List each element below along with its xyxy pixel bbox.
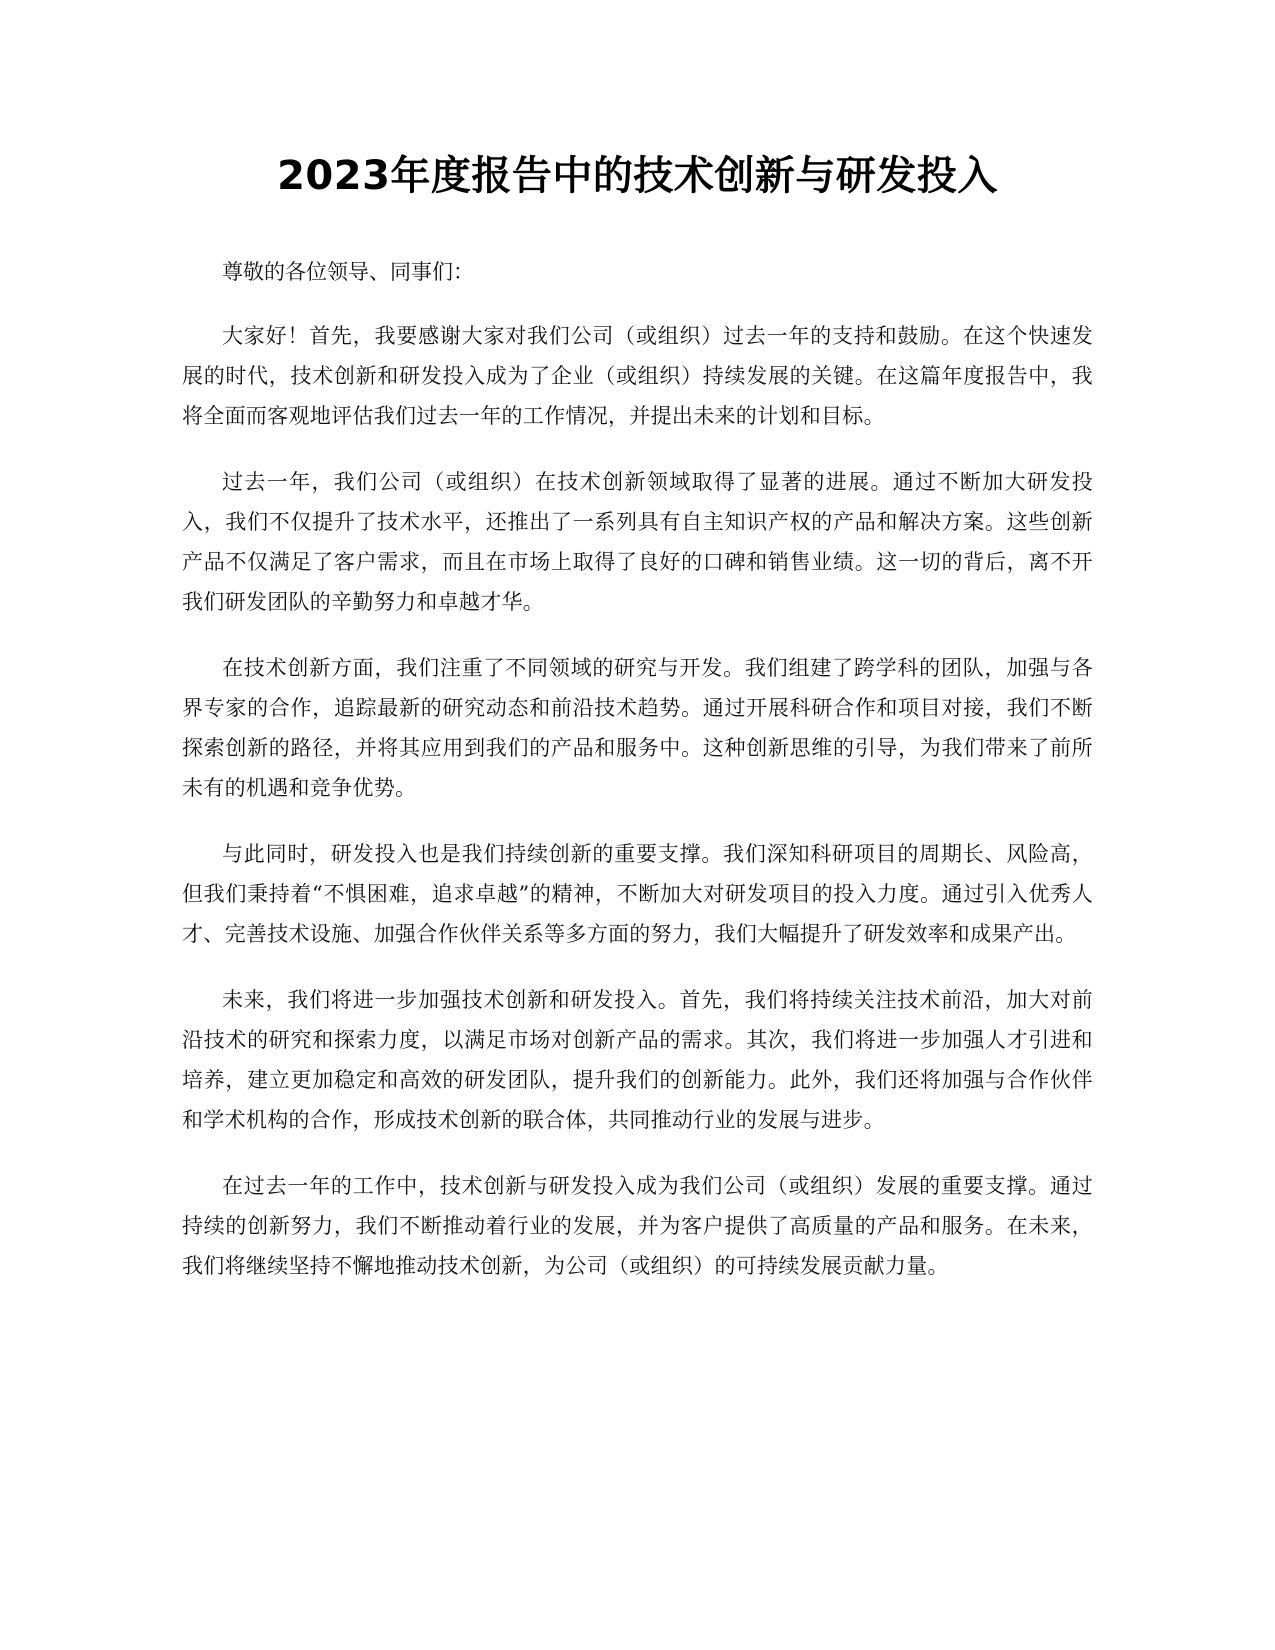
paragraph-6: 在过去一年的工作中，技术创新与研发投入成为我们公司（或组织）发展的重要支撑。通过持续的创新努力，我们不断推动着行业的发展，并为客户提供了高质量的产品和服务。在未来，我们将继续坚持不懈地推动技术创新，为公司（或组织）的可持续发展贡献力量。 [182,1174,1093,1278]
document-title: 2023年度报告中的技术创新与研发投入 [277,153,998,199]
paragraph-4: 与此同时，研发投入也是我们持续创新的重要支撑。我们深知科研项目的周期长、风险高，但我们秉持着“不惧困难，追求卓越”的精神，不断加大对研发项目的投入力度。通过引入优秀人才、完善技术设施、加强合作伙伴关系等多方面的努力，我们大幅提升了研发效率和成果产出。 [182,842,1093,946]
paragraph-1: 大家好！首先，我要感谢大家对我们公司（或组织）过去一年的支持和鼓励。在这个快速发展的时代，技术创新和研发投入成为了企业（或组织）持续发展的关键。在这篇年度报告中，我将全面而客观地评估我们过去一年的工作情况，并提出未来的计划和目标。 [182,324,1093,428]
salutation: 尊敬的各位领导、同事们： [222,260,474,284]
paragraph-5: 未来，我们将进一步加强技术创新和研发投入。首先，我们将持续关注技术前沿，加大对前沿技术的研究和探索力度，以满足市场对创新产品的需求。其次，我们将进一步加强人才引进和培养，建立更加稳定和高效的研发团队，提升我们的创新能力。此外，我们还将加强与合作伙伴和学术机构的合作，形成技术创新的联合体，共同推动行业的发展与进步。 [182,988,1093,1132]
paragraph-2: 过去一年，我们公司（或组织）在技术创新领域取得了显著的进展。通过不断加大研发投入，我们不仅提升了技术水平，还推出了一系列具有自主知识产权的产品和解决方案。这些创新产品不仅满足了客户需求，而且在市场上取得了良好的口碑和销售业绩。这一切的背后，离不开我们研发团队的辛勤努力和卓越才华。 [182,470,1093,614]
paragraph-3: 在技术创新方面，我们注重了不同领域的研究与开发。我们组建了跨学科的团队，加强与各界专家的合作，追踪最新的研究动态和前沿技术趋势。通过开展科研合作和项目对接，我们不断探索创新的路径，并将其应用到我们的产品和服务中。这种创新思维的引导，为我们带来了前所未有的机遇和竞争优势。 [182,656,1093,800]
